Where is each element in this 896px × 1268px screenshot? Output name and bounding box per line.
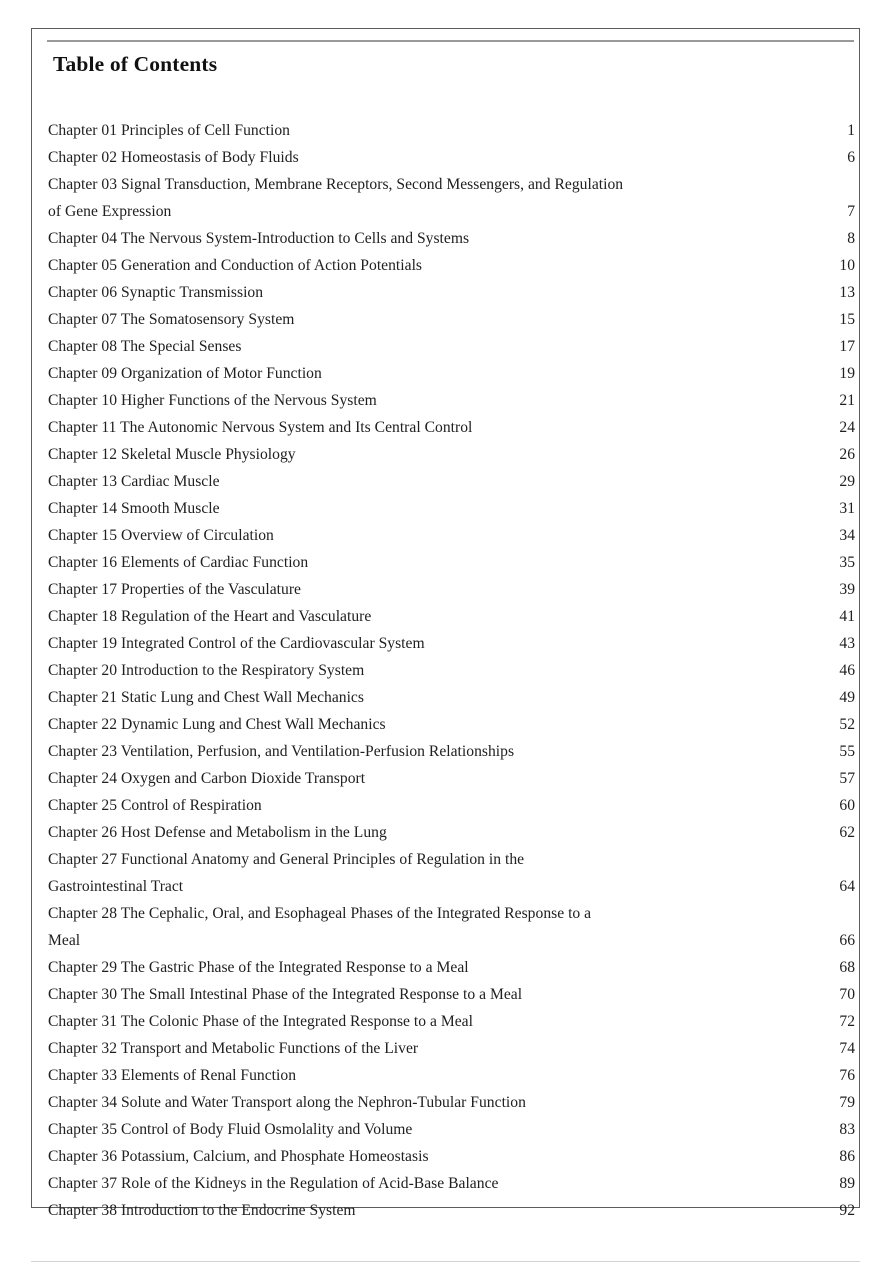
toc-entry-line <box>48 981 855 1008</box>
toc-entry-line <box>48 603 855 630</box>
toc-entry-page-number: 26 <box>839 445 855 463</box>
toc-entry[interactable] <box>48 468 855 495</box>
toc-entry[interactable] <box>48 1062 855 1089</box>
toc-entry-line <box>48 1035 855 1062</box>
toc-entry[interactable] <box>48 684 855 711</box>
toc-entry[interactable] <box>48 1089 855 1116</box>
toc-entry-line <box>48 360 855 387</box>
toc-entry-page-number: 19 <box>839 364 855 382</box>
header-divider-rule <box>47 40 854 42</box>
toc-entry-title: Chapter 09 Organization of Motor Function <box>48 364 322 382</box>
toc-entry[interactable] <box>48 414 855 441</box>
toc-entry-title: Chapter 08 The Special Senses <box>48 337 242 355</box>
toc-entry[interactable] <box>48 360 855 387</box>
toc-entry-line <box>48 954 855 981</box>
toc-entry-page-number: 41 <box>839 607 855 625</box>
toc-entry-title: Chapter 34 Solute and Water Transport along the Nephron-Tubular Function <box>48 1093 526 1111</box>
toc-entry-line <box>48 468 855 495</box>
toc-entry-title: Chapter 05 Generation and Conduction of Action Potentials <box>48 256 423 274</box>
toc-entry-page-number: 15 <box>839 310 855 328</box>
toc-entry[interactable] <box>48 954 855 981</box>
toc-entry-page-number: 55 <box>839 742 855 760</box>
toc-entry-line <box>48 927 855 954</box>
toc-entry-page-number: 43 <box>839 634 855 652</box>
toc-entry-line <box>48 414 855 441</box>
toc-entry-line <box>48 171 855 198</box>
toc-entry[interactable] <box>48 603 855 630</box>
toc-entry-title: Chapter 24 Oxygen and Carbon Dioxide Transport <box>48 769 366 787</box>
toc-entry-title: Chapter 30 The Small Intestinal Phase of the Integrated Response to a Meal <box>48 985 523 1003</box>
toc-entry[interactable] <box>48 306 855 333</box>
table-of-contents-list <box>48 117 855 1224</box>
toc-entry-line <box>48 765 855 792</box>
toc-entry-page-number: 39 <box>839 580 855 598</box>
toc-entry-line <box>48 549 855 576</box>
toc-entry-line <box>48 144 855 171</box>
toc-entry-title: Chapter 35 Control of Body Fluid Osmolality and Volume <box>48 1120 413 1138</box>
toc-entry-line <box>48 306 855 333</box>
toc-entry-line <box>48 441 855 468</box>
toc-entry-page-number: 79 <box>839 1093 855 1111</box>
toc-entry[interactable] <box>48 1197 855 1224</box>
toc-entry[interactable] <box>48 549 855 576</box>
toc-entry-title: Chapter 20 Introduction to the Respiratory System <box>48 661 365 679</box>
toc-entry-page-number: 83 <box>839 1120 855 1138</box>
toc-entry-title: Chapter 32 Transport and Metabolic Functions of the Liver <box>48 1039 419 1057</box>
toc-entry-page-number: 46 <box>839 661 855 679</box>
toc-entry-title: Chapter 17 Properties of the Vasculature <box>48 580 301 598</box>
toc-entry-title: Chapter 02 Homeostasis of Body Fluids <box>48 148 299 166</box>
toc-entry-page-number: 70 <box>839 985 855 1003</box>
toc-entry[interactable] <box>48 738 855 765</box>
toc-entry[interactable] <box>48 657 855 684</box>
page-content-area <box>47 40 855 1219</box>
toc-entry-line <box>48 1116 855 1143</box>
toc-entry-title: Chapter 06 Synaptic Transmission <box>48 283 264 301</box>
toc-entry-title: Chapter 28 The Cephalic, Oral, and Esophageal Phases of the Integrated Response to a <box>48 904 592 922</box>
toc-entry[interactable] <box>48 225 855 252</box>
toc-entry-line <box>48 198 855 225</box>
toc-entry[interactable] <box>48 252 855 279</box>
toc-entry-page-number: 74 <box>839 1039 855 1057</box>
toc-entry[interactable] <box>48 576 855 603</box>
toc-entry-page-number: 31 <box>839 499 855 517</box>
toc-entry-line <box>48 225 855 252</box>
toc-entry-title: Chapter 03 Signal Transduction, Membrane Receptors, Second Messengers, and Regulation <box>48 175 624 193</box>
toc-entry-line <box>48 1143 855 1170</box>
toc-entry-line <box>48 495 855 522</box>
toc-entry-title: Chapter 01 Principles of Cell Function <box>48 121 290 139</box>
toc-entry-line <box>48 252 855 279</box>
toc-entry-page-number: 1 <box>847 121 855 139</box>
toc-entry-title: Chapter 14 Smooth Muscle <box>48 499 220 517</box>
toc-entry-title: Chapter 10 Higher Functions of the Nervous System <box>48 391 377 409</box>
toc-entry-page-number: 29 <box>839 472 855 490</box>
toc-entry-page-number: 92 <box>839 1201 855 1219</box>
toc-entry-page-number: 57 <box>839 769 855 787</box>
next-page-top-rule <box>31 1261 860 1262</box>
toc-entry[interactable] <box>48 1143 855 1170</box>
toc-entry-line <box>48 738 855 765</box>
toc-entry-line <box>48 630 855 657</box>
toc-entry-title: Chapter 38 Introduction to the Endocrine System <box>48 1201 356 1219</box>
toc-entry[interactable] <box>48 495 855 522</box>
toc-entry-page-number: 86 <box>839 1147 855 1165</box>
toc-entry-line <box>48 1197 855 1224</box>
toc-entry-title: Chapter 29 The Gastric Phase of the Integrated Response to a Meal <box>48 958 469 976</box>
toc-entry-title: Meal <box>48 931 81 949</box>
toc-entry-line <box>48 792 855 819</box>
toc-entry-page-number: 68 <box>839 958 855 976</box>
toc-entry[interactable] <box>48 522 855 549</box>
toc-entry-line <box>48 873 855 900</box>
toc-entry-line <box>48 1008 855 1035</box>
toc-entry-title: Chapter 13 Cardiac Muscle <box>48 472 220 490</box>
toc-entry-title: Chapter 31 The Colonic Phase of the Integrated Response to a Meal <box>48 1012 473 1030</box>
toc-entry-title: Chapter 15 Overview of Circulation <box>48 526 274 544</box>
toc-entry-title: Chapter 19 Integrated Control of the Cardiovascular System <box>48 634 425 652</box>
toc-entry[interactable] <box>48 1008 855 1035</box>
toc-entry-line <box>48 900 855 927</box>
toc-entry[interactable] <box>48 279 855 306</box>
toc-entry-page-number: 17 <box>839 337 855 355</box>
toc-entry-page-number: 72 <box>839 1012 855 1030</box>
toc-entry-page-number: 52 <box>839 715 855 733</box>
toc-entry-line <box>48 117 855 144</box>
toc-entry-title: Gastrointestinal Tract <box>48 877 184 895</box>
toc-entry-line <box>48 819 855 846</box>
toc-entry-page-number: 49 <box>839 688 855 706</box>
toc-entry-page-number: 66 <box>839 931 855 949</box>
toc-entry-title: Chapter 12 Skeletal Muscle Physiology <box>48 445 296 463</box>
toc-entry[interactable] <box>48 819 855 846</box>
toc-entry-title: Chapter 16 Elements of Cardiac Function <box>48 553 309 571</box>
toc-entry-line <box>48 333 855 360</box>
toc-entry[interactable] <box>48 900 855 954</box>
toc-entry[interactable] <box>48 333 855 360</box>
toc-entry-title: Chapter 18 Regulation of the Heart and Vasculature <box>48 607 372 625</box>
toc-entry[interactable] <box>48 1035 855 1062</box>
toc-entry[interactable] <box>48 711 855 738</box>
toc-entry-line <box>48 279 855 306</box>
toc-entry[interactable] <box>48 765 855 792</box>
page-title: Table of Contents <box>53 52 218 76</box>
toc-entry-page-number: 6 <box>847 148 855 166</box>
toc-entry[interactable] <box>48 387 855 414</box>
toc-entry-line <box>48 576 855 603</box>
toc-entry-line <box>48 684 855 711</box>
toc-entry-page-number: 21 <box>839 391 855 409</box>
toc-entry-page-number: 76 <box>839 1066 855 1084</box>
toc-entry[interactable] <box>48 1116 855 1143</box>
toc-entry-title: Chapter 11 The Autonomic Nervous System and Its Central Control <box>48 418 473 436</box>
toc-entry-line <box>48 1170 855 1197</box>
toc-entry-title: Chapter 04 The Nervous System-Introduction to Cells and Systems <box>48 229 470 247</box>
toc-entry-page-number: 60 <box>839 796 855 814</box>
toc-entry-title: Chapter 22 Dynamic Lung and Chest Wall Mechanics <box>48 715 386 733</box>
toc-entry[interactable] <box>48 846 855 900</box>
toc-entry-page-number: 64 <box>839 877 855 895</box>
toc-entry[interactable] <box>48 630 855 657</box>
toc-entry-title: of Gene Expression <box>48 202 172 220</box>
toc-entry-line <box>48 1062 855 1089</box>
toc-entry-page-number: 7 <box>847 202 855 220</box>
toc-entry-page-number: 24 <box>839 418 855 436</box>
toc-entry[interactable] <box>48 144 855 171</box>
toc-entry-line <box>48 1089 855 1116</box>
toc-entry-title: Chapter 26 Host Defense and Metabolism in the Lung <box>48 823 387 841</box>
toc-entry[interactable] <box>48 981 855 1008</box>
toc-entry-title: Chapter 23 Ventilation, Perfusion, and Ventilation-Perfusion Relationships <box>48 742 515 760</box>
toc-entry-page-number: 89 <box>839 1174 855 1192</box>
toc-entry[interactable] <box>48 1170 855 1197</box>
toc-entry-title: Chapter 33 Elements of Renal Function <box>48 1066 297 1084</box>
toc-entry-title: Chapter 07 The Somatosensory System <box>48 310 295 328</box>
document-page <box>31 28 860 1219</box>
toc-entry-line <box>48 711 855 738</box>
toc-entry-page-number: 62 <box>839 823 855 841</box>
toc-entry-title: Chapter 36 Potassium, Calcium, and Phosphate Homeostasis <box>48 1147 429 1165</box>
toc-entry-title: Chapter 27 Functional Anatomy and General Principles of Regulation in the <box>48 850 525 868</box>
toc-entry-line <box>48 522 855 549</box>
toc-entry-title: Chapter 25 Control of Respiration <box>48 796 262 814</box>
toc-entry-title: Chapter 21 Static Lung and Chest Wall Mechanics <box>48 688 364 706</box>
toc-entry-page-number: 13 <box>839 283 855 301</box>
toc-entry-page-number: 10 <box>839 256 855 274</box>
toc-entry[interactable] <box>48 117 855 144</box>
toc-entry[interactable] <box>48 171 855 225</box>
toc-entry-page-number: 8 <box>847 229 855 247</box>
toc-entry[interactable] <box>48 792 855 819</box>
toc-entry-page-number: 34 <box>839 526 855 544</box>
toc-entry-page-number: 35 <box>839 553 855 571</box>
toc-entry-title: Chapter 37 Role of the Kidneys in the Regulation of Acid-Base Balance <box>48 1174 499 1192</box>
toc-entry-line <box>48 387 855 414</box>
toc-entry-line <box>48 657 855 684</box>
toc-entry-line <box>48 846 855 873</box>
toc-entry[interactable] <box>48 441 855 468</box>
